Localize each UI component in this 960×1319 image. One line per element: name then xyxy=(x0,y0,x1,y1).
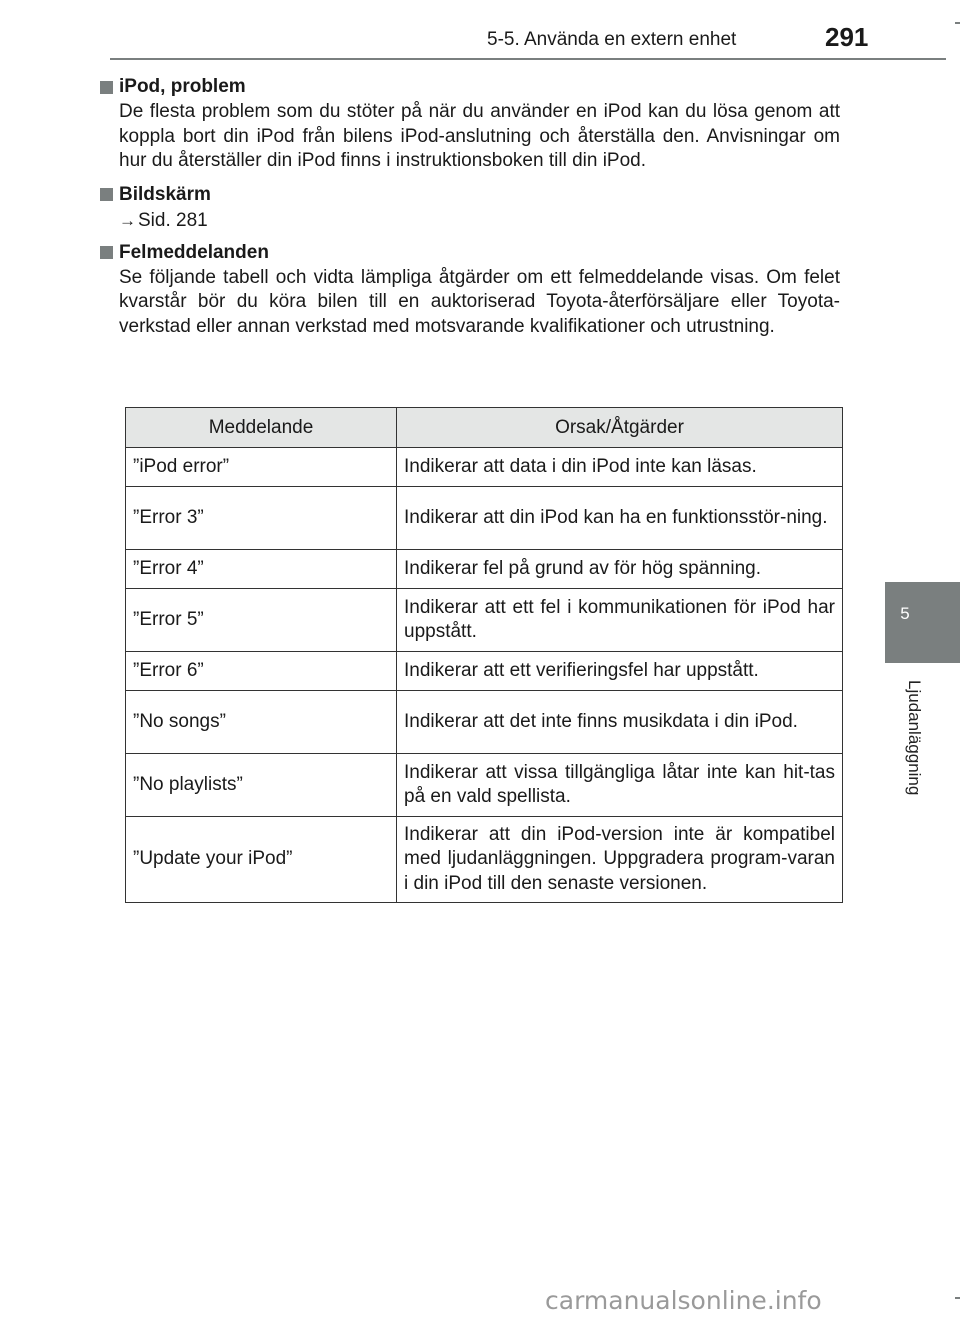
table-row xyxy=(126,652,843,691)
section-heading xyxy=(100,74,840,100)
chapter-tab xyxy=(885,582,960,663)
action-cell: Indikerar att din iPod kan ha en funktionsstör-ning. xyxy=(397,487,843,550)
action-cell: Indikerar att ett fel i kommunikationen för iPod har uppstått. xyxy=(397,589,843,652)
table-row xyxy=(126,589,843,652)
square-bullet-icon xyxy=(100,188,113,201)
column-header: Orsak/Åtgärder xyxy=(397,408,843,448)
table-row xyxy=(126,691,843,754)
main-content xyxy=(100,74,840,339)
table-row xyxy=(126,754,843,817)
action-cell: Indikerar att det inte finns musikdata i din iPod. xyxy=(397,691,843,754)
chapter-label: Ljudanläggning xyxy=(905,680,924,796)
action-cell: Indikerar att vissa tillgängliga låtar inte kan hit-tas på en vald spellista. xyxy=(397,754,843,817)
table-row xyxy=(126,487,843,550)
page-header xyxy=(0,0,960,62)
action-cell: Indikerar fel på grund av för hög spänning. xyxy=(397,550,843,589)
column-header: Meddelande xyxy=(126,408,397,448)
error-message-table xyxy=(125,407,843,903)
message-cell: ”No songs” xyxy=(126,691,397,754)
reference-text: Sid. 281 xyxy=(138,209,208,231)
message-cell: ”No playlists” xyxy=(126,754,397,817)
square-bullet-icon xyxy=(100,246,113,259)
section-heading xyxy=(100,182,840,208)
table-row xyxy=(126,817,843,903)
page-number: 291 xyxy=(825,22,869,52)
table-header-row xyxy=(126,408,843,448)
section-body: De flesta problem som du stöter på när du använder en iPod kan du lösa genom att koppla bort din iPod från bilens iPod-anslutning och återställa den. Anvisningar om hur du återställer din iPod finns i instruktionsboken till din iPod. xyxy=(119,101,840,171)
header-rule xyxy=(110,58,946,60)
page-reference xyxy=(119,208,840,234)
message-cell: ”Error 6” xyxy=(126,652,397,691)
section-title: 5-5. Använda en extern enhet xyxy=(487,29,737,50)
heading-text: Felmeddelanden xyxy=(119,241,269,263)
message-cell: ”Error 3” xyxy=(126,487,397,550)
message-cell: ”Update your iPod” xyxy=(126,817,397,903)
action-cell: Indikerar att ett verifieringsfel har uppstått. xyxy=(397,652,843,691)
chapter-number: 5 xyxy=(900,604,910,623)
heading-text: Bildskärm xyxy=(119,183,211,205)
square-bullet-icon xyxy=(100,81,113,94)
message-cell: ”Error 5” xyxy=(126,589,397,652)
table-row xyxy=(126,550,843,589)
section-heading xyxy=(100,240,840,266)
table-row xyxy=(126,448,843,487)
corner-mark xyxy=(955,1297,960,1299)
corner-mark xyxy=(955,22,960,24)
section-body: Se följande tabell och vidta lämpliga åtgärder om ett felmeddelande visas. Om felet kvarstår bör du köra bilen till en auktoriserad Toyota-återförsäljare eller Toyota-verkstad eller annan verkstad med motsvarande kvalifikationer och utrustning. xyxy=(119,266,840,337)
message-cell: ”iPod error” xyxy=(126,448,397,487)
message-cell: ”Error 4” xyxy=(126,550,397,589)
action-cell: Indikerar att data i din iPod inte kan läsas. xyxy=(397,448,843,487)
arrow-right-icon: → xyxy=(119,210,136,230)
watermark: carmanualsonline.info xyxy=(545,1286,822,1315)
action-cell: Indikerar att din iPod-version inte är kompatibel med ljudanläggningen. Uppgradera program-varan i din iPod till den senaste versionen. xyxy=(397,817,843,903)
heading-text: iPod, problem xyxy=(119,76,246,97)
